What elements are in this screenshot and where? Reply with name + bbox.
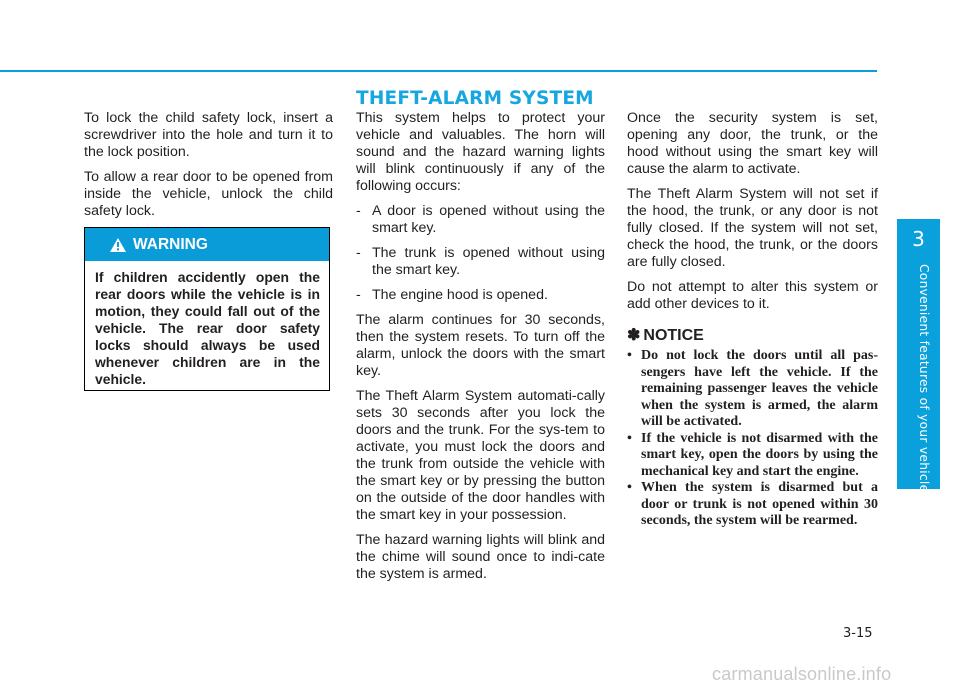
- notice-star-icon: ✽: [627, 327, 641, 344]
- notice-item-text: If the vehicle is not disarmed with the smart key, open the doors by using the mechanical key and start the engine.: [641, 430, 878, 479]
- warning-box: [84, 227, 330, 391]
- section-title: THEFT-ALARM SYSTEM: [356, 88, 594, 109]
- right-column: [627, 110, 878, 530]
- notice-item: [627, 480, 878, 530]
- armed-indication-paragraph: The hazard warning lights will blink and the chime will sound once to indi-cate the system is armed.: [356, 532, 605, 582]
- list-item-text: The trunk is opened without using the smart key.: [372, 245, 605, 278]
- chapter-tab: [897, 219, 940, 493]
- page-number: 3-15: [843, 626, 873, 641]
- warning-label: WARNING: [133, 235, 208, 253]
- watermark: carmanualsonline.info: [712, 664, 892, 684]
- notice-list: [627, 348, 878, 530]
- not-set-paragraph: The Theft Alarm System will not set if the hood, the trunk, or any door is not fully closed. If the system will not set, check the hood, the trunk, or the doors are fully closed.: [627, 186, 878, 270]
- list-item: [356, 203, 605, 237]
- alarm-duration-paragraph: The alarm continues for 30 seconds, then the system resets. To turn off the alarm, unlock the doors with the smart key.: [356, 312, 605, 379]
- notice-item-text: When the system is disarmed but a door or trunk is not opened within 30 seconds, the system will be rearmed.: [641, 480, 878, 528]
- chapter-name: Convenient features of your vehicle: [917, 264, 931, 493]
- header-rule: [0, 70, 877, 72]
- dash-mark: -: [356, 245, 361, 261]
- alarm-intro-paragraph: This system helps to protect your vehicle and valuables. The horn will sound and the hazard warning lights will blink continuously if any of the following occurs:: [356, 110, 605, 194]
- dash-mark: -: [356, 203, 361, 219]
- notice-item: [627, 431, 878, 481]
- alarm-trigger-list: [356, 203, 605, 304]
- auto-arm-paragraph: The Theft Alarm System automati-cally sets 30 seconds after you lock the doors and the trunk. For the sys-tem to activate, you must lock the doors and the trunk from outside the vehicle with the smart key or by pressing the button on the outside of the door handles with the smart key in your possession.: [356, 388, 605, 523]
- notice-item-text: Do not lock the doors until all pas-sengers have left the vehicle. If the remaining passenger leaves the vehicle when the system is armed, the alarm will be activated.: [641, 348, 878, 429]
- warning-text: If children accidently open the rear doors while the vehicle is in motion, they could fall out of the vehicle. The rear door safety locks should always be used whenever children are in the vehicle.: [95, 269, 320, 387]
- notice-label: NOTICE: [643, 327, 704, 344]
- list-item: [356, 287, 605, 304]
- do-not-alter-paragraph: Do not attempt to alter this system or add other devices to it.: [627, 279, 878, 312]
- warning-triangle-icon: [110, 238, 126, 252]
- dash-mark: -: [356, 287, 361, 303]
- bullet-mark: •: [627, 348, 632, 363]
- list-item-text: A door is opened without using the smart key.: [372, 203, 605, 236]
- bullet-mark: •: [627, 430, 632, 446]
- activation-paragraph: Once the security system is set, opening any door, the trunk, or the hood without using the smart key will cause the alarm to activate.: [627, 110, 878, 177]
- notice-item: [627, 348, 878, 431]
- middle-column: [356, 110, 605, 591]
- list-item: [356, 245, 605, 279]
- chapter-number: 3: [912, 227, 925, 251]
- list-item-text: The engine hood is opened.: [372, 287, 548, 303]
- bullet-mark: •: [627, 480, 632, 495]
- left-column: [84, 110, 333, 228]
- warning-header: [85, 228, 329, 261]
- child-lock-paragraph-1: To lock the child safety lock, insert a screwdriver into the hole and turn it to the lock position.: [84, 110, 333, 160]
- child-lock-paragraph-2: To allow a rear door to be opened from inside the vehicle, unlock the child safety lock.: [84, 169, 333, 219]
- notice-heading: [627, 327, 878, 344]
